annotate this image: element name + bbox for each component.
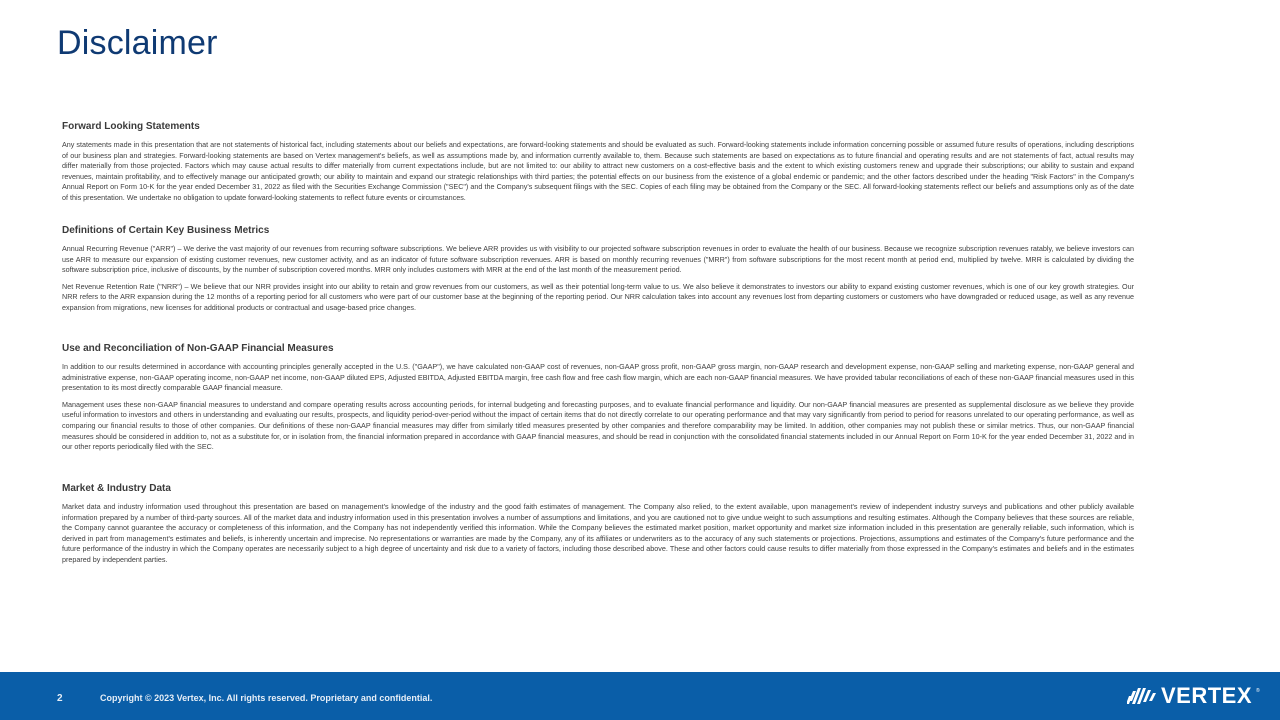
section-heading: Definitions of Certain Key Business Metrics <box>62 225 270 236</box>
page-number: 2 <box>57 693 63 704</box>
section-heading: Use and Reconciliation of Non-GAAP Financial Measures <box>62 343 334 354</box>
section-non-gaap-measures <box>62 342 1134 459</box>
page-title: Disclaimer <box>57 24 218 62</box>
paragraph: Any statements made in this presentation that are not statements of historical fact, including statements about our beliefs and expectations, are forward-looking statements and should be evaluated as such. Forward-looking statements include information concerning possible or assumed future results of operations, including descriptions of our business plan and strategies. Forward-looking statements are based on Vertex management's beliefs, as well as assumptions made by, and information currently available to, them. Because such statements are based on expectations as to future financial and operating results and are not statements of fact, actual results may differ materially from those projected. Factors which may cause actual results to differ materially from current expectations include, but are not limited to: our ability to attract new customers on a cost-effective basis and the extent to which existing customers renew and upgrade their subscriptions; our ability to sustain and expand revenues, maintain profitability, and to effectively manage our anticipated growth; our ability to maintain and expand our strategic relationships with third parties; the potential effects on our business from the existence of a global endemic or pandemic; and the other factors described under the heading "Risk Factors" in the Company's Annual Report on Form 10-K for the year ended December 31, 2022 as filed with the Securities Exchange Commission ("SEC") and the Company's subsequent filings with the SEC. Copies of each filing may be obtained from the Company or the SEC. All forward-looking statements reflect our beliefs and assumptions only as of the date of this presentation. We undertake no obligation to update forward-looking statements to reflect future events or circumstances. <box>62 140 1134 202</box>
paragraph-arr: Annual Recurring Revenue ("ARR") – We derive the vast majority of our revenues from recurring software subscriptions. We believe ARR provides us with visibility to our projected software subscription revenues in order to evaluate the health of our business. Because we recognize subscription revenues ratably, we believe investors can use ARR to measure our expansion of existing customer revenues, new customer activity, and as an indicator of future software subscription revenues. ARR is based on monthly recurring revenues ("MRR") from software subscriptions for the most recent month at period end, multiplied by twelve. MRR is calculated by dividing the software subscription price, inclusive of discounts, by the number of subscription covered months. MRR only includes customers with MRR at the end of the last month of the measurement period. <box>62 244 1134 275</box>
logo-text: VERTEX <box>1161 683 1253 708</box>
section-forward-looking-statements <box>62 120 1134 210</box>
section-heading: Market & Industry Data <box>62 483 171 494</box>
paragraph: Management uses these non-GAAP financial measures to understand and compare operating results across accounting periods, for internal budgeting and forecasting purposes, and to evaluate financial performance and liquidity. Our non-GAAP financial measures are presented as supplemental disclosure as we believe they provide useful information to investors and others in understanding and evaluating our results, prospects, and liquidity period-over-period without the impact of certain items that do not directly correlate to our operating performance and that may vary significantly from period to period for reasons unrelated to our operating performance, as well as comparing our financial results to those of other companies. Our definitions of these non-GAAP financial measures may differ from similarly titled measures presented by other companies and therefore comparability may be limited. In addition, other companies may not publish these or similar metrics. Thus, our non-GAAP financial measures should be considered in addition to, not as a substitute for, or in isolation from, the financial information prepared in accordance with GAAP financial measures, and should be read in conjunction with the consolidated financial statements included in our Annual Report on Form 10-K for the year ended December 31, 2022 and in our other reports periodically filed with the SEC. <box>62 399 1134 452</box>
vertex-slash-mark-icon <box>1127 687 1157 705</box>
paragraph: In addition to our results determined in accordance with accounting principles generally accepted in the U.S. ("GAAP"), we have calculated non-GAAP cost of revenues, non-GAAP gross profit, non-GAAP gross margin, non-GAAP research and development expense, non-GAAP selling and marketing expense, non-GAAP general and administrative expense, non-GAAP operating income, non-GAAP net income, non-GAAP diluted EPS, Adjusted EBITDA, Adjusted EBITDA margin, free cash flow and free cash flow margin, which are each non-GAAP financial measures. We have provided tabular reconciliations of each of these non-GAAP financial measures used in this presentation to its most directly comparable GAAP financial measure. <box>62 362 1134 393</box>
footer-bar <box>0 672 1280 720</box>
section-market-industry-data <box>62 482 1134 572</box>
paragraph-nrr: Net Revenue Retention Rate ("NRR") – We believe that our NRR provides insight into our ability to retain and grow revenues from our customers, as well as their potential long-term value to us. We also believe it demonstrates to investors our ability to expand existing customer revenues, which is one of our key growth strategies. Our NRR refers to the ARR expansion during the 12 months of a reporting period for all customers who were part of our customer base at the beginning of the reporting period. Our NRR calculation takes into account any revenues lost from departing customers or customers who have downgraded or reduced usage, as well as any revenue expansion from migrations, new licenses for additional products or contractual and usage-based price changes. <box>62 281 1134 312</box>
copyright-text: Copyright © 2023 Vertex, Inc. All rights reserved. Proprietary and confidential. <box>100 693 433 703</box>
registered-mark: ® <box>1256 688 1260 694</box>
vertex-logo <box>1127 684 1260 708</box>
section-heading: Forward Looking Statements <box>62 121 200 132</box>
section-key-business-metrics <box>62 224 1134 320</box>
paragraph: Market data and industry information used throughout this presentation are based on management's knowledge of the industry and the good faith estimates of management. The Company also relied, to the extent available, upon management's review of independent industry surveys and publications and other publicly available information prepared by a number of third-party sources. All of the market data and industry information used in this presentation involves a number of assumptions and limitations, and you are cautioned not to give undue weight to such assumptions and resulting estimates. Although the Company believes that these sources are reliable, the Company cannot guarantee the accuracy or completeness of this information, and the Company has not independently verified this information. While the Company believes the estimated market position, market opportunity and market size information included in this presentation are generally reliable, such information, which is derived in part from management's estimates and beliefs, is inherently uncertain and imprecise. No representations or warranties are made by the Company, any of its affiliates or underwriters as to the accuracy of any such statements or projections. Projections, assumptions and estimates of the Company's future performance and the future performance of the industry in which the Company operates are necessarily subject to a high degree of uncertainty and risk due to a variety of factors, including those described above. These and other factors could cause results to differ materially from those expressed in the Company's estimates and beliefs and in the estimates prepared by independent parties. <box>62 502 1134 564</box>
